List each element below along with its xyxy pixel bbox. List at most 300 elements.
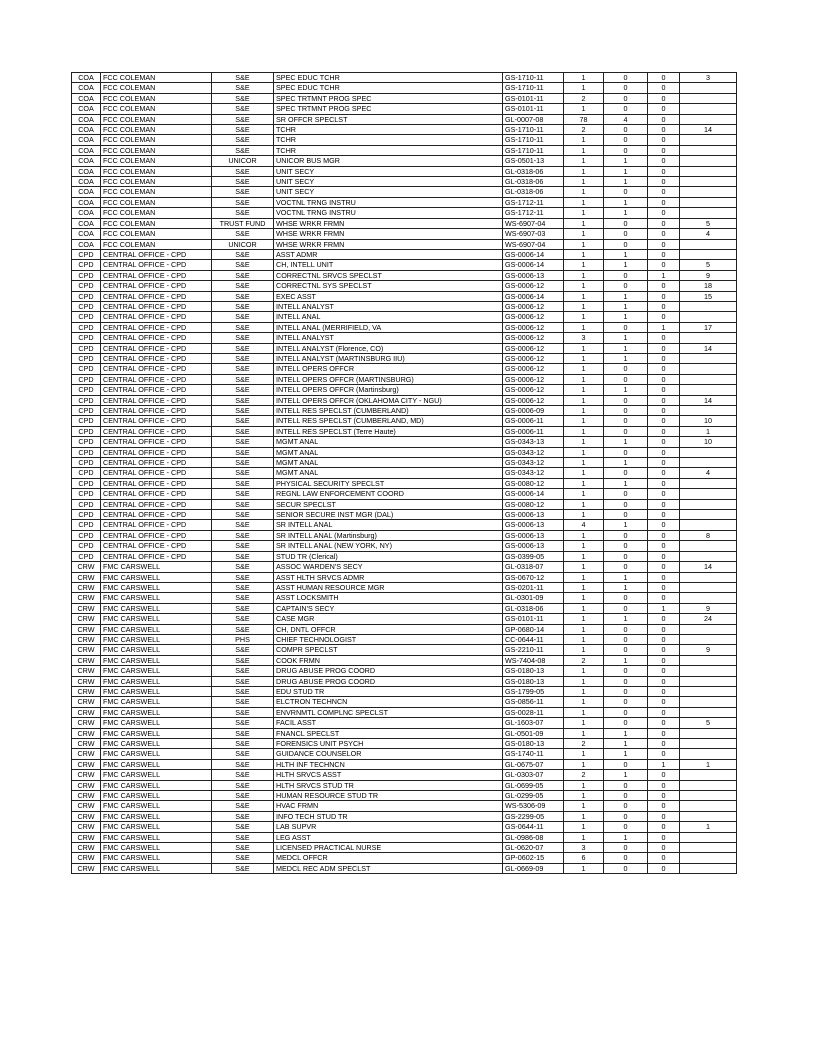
office-code-cell: CPD [72,510,101,520]
authorized-cell: 1 [564,291,604,301]
office-code-cell: CRW [72,770,101,780]
count-cell [680,520,737,530]
authorized-cell: 1 [564,156,604,166]
col-b-cell: 0 [648,114,680,124]
grade-cell: GS-0006-11 [503,426,564,436]
table-row [72,572,737,582]
facility-cell: FMC CARSWELL [101,582,212,592]
grade-cell: GS-0006-09 [503,406,564,416]
office-code-cell: COA [72,156,101,166]
facility-cell: FMC CARSWELL [101,655,212,665]
col-b-cell: 0 [648,104,680,114]
grade-cell: GS-0006-12 [503,353,564,363]
position-title-cell: INTELL RES SPECLST (Terre Haute) [274,426,503,436]
position-title-cell: INTELL OPERS OFFCR [274,364,503,374]
grade-cell: GS-0006-14 [503,249,564,259]
facility-cell: FCC COLEMAN [101,197,212,207]
col-b-cell: 0 [648,468,680,478]
col-a-cell: 1 [604,385,648,395]
grade-cell: GL-0303-07 [503,770,564,780]
authorized-cell: 1 [564,249,604,259]
col-a-cell: 0 [604,822,648,832]
col-b-cell: 0 [648,832,680,842]
col-b-cell: 0 [648,125,680,135]
table-row [72,468,737,478]
grade-cell: WS-6907-03 [503,229,564,239]
office-code-cell: CRW [72,603,101,613]
position-title-cell: INTELL ANAL [274,312,503,322]
col-b-cell: 0 [648,437,680,447]
grade-cell: GS-0180-13 [503,666,564,676]
fund-cell: S&E [212,801,274,811]
position-title-cell: ASST LOCKSMITH [274,593,503,603]
facility-cell: FCC COLEMAN [101,145,212,155]
office-code-cell: CPD [72,530,101,540]
col-b-cell: 0 [648,249,680,259]
position-title-cell: CASE MGR [274,614,503,624]
authorized-cell: 1 [564,187,604,197]
col-a-cell: 1 [604,437,648,447]
position-title-cell: FNANCL SPECLST [274,728,503,738]
position-title-cell: SR INTELL ANAL (NEW YORK, NY) [274,541,503,551]
fund-cell: S&E [212,135,274,145]
office-code-cell: CPD [72,458,101,468]
col-b-cell: 1 [648,603,680,613]
facility-cell: CENTRAL OFFICE - CPD [101,416,212,426]
col-a-cell: 1 [604,832,648,842]
authorized-cell: 1 [564,759,604,769]
col-a-cell: 0 [604,374,648,384]
office-code-cell: COA [72,177,101,187]
fund-cell: S&E [212,541,274,551]
position-title-cell: LAB SUPVR [274,822,503,832]
col-a-cell: 1 [604,156,648,166]
authorized-cell: 2 [564,739,604,749]
col-a-cell: 0 [604,395,648,405]
fund-cell: S&E [212,489,274,499]
authorized-cell: 1 [564,499,604,509]
col-b-cell: 0 [648,822,680,832]
col-a-cell: 0 [604,697,648,707]
grade-cell: GL-0675-07 [503,759,564,769]
table-row [72,697,737,707]
position-title-cell: WHSE WRKR FRMN [274,239,503,249]
table-row [72,707,737,717]
table-row [72,832,737,842]
count-cell: 14 [680,395,737,405]
authorized-cell: 1 [564,749,604,759]
authorized-cell: 1 [564,229,604,239]
grade-cell: GS-2210-11 [503,645,564,655]
fund-cell: S&E [212,260,274,270]
grade-cell: GS-0080-12 [503,478,564,488]
col-b-cell: 0 [648,666,680,676]
position-title-cell: HVAC FRMN [274,801,503,811]
grade-cell: GS-1712-11 [503,197,564,207]
authorized-cell: 2 [564,770,604,780]
grade-cell: GS-0180-13 [503,676,564,686]
facility-cell: CENTRAL OFFICE - CPD [101,301,212,311]
count-cell [680,489,737,499]
count-cell [680,353,737,363]
authorized-cell: 1 [564,718,604,728]
grade-cell: GP-0602-15 [503,853,564,863]
table-row [72,655,737,665]
fund-cell: S&E [212,853,274,863]
table-row [72,73,737,83]
authorized-cell: 2 [564,655,604,665]
authorized-cell: 1 [564,343,604,353]
col-b-cell: 0 [648,510,680,520]
fund-cell: S&E [212,624,274,634]
facility-cell: FCC COLEMAN [101,73,212,83]
col-a-cell: 0 [604,562,648,572]
col-a-cell: 0 [604,187,648,197]
table-row [72,229,737,239]
grade-cell: GS-0006-13 [503,520,564,530]
position-title-cell: ENVRNMTL COMPLNC SPECLST [274,707,503,717]
table-row [72,437,737,447]
office-code-cell: CRW [72,759,101,769]
facility-cell: FCC COLEMAN [101,166,212,176]
col-a-cell: 1 [604,291,648,301]
col-b-cell: 0 [648,676,680,686]
authorized-cell: 1 [564,468,604,478]
facility-cell: FCC COLEMAN [101,187,212,197]
table-row [72,614,737,624]
col-b-cell: 0 [648,73,680,83]
col-a-cell: 0 [604,541,648,551]
office-code-cell: CRW [72,707,101,717]
office-code-cell: COA [72,187,101,197]
fund-cell: UNICOR [212,239,274,249]
col-b-cell: 0 [648,541,680,551]
fund-cell: S&E [212,468,274,478]
count-cell [680,728,737,738]
col-b-cell: 0 [648,728,680,738]
col-b-cell: 0 [648,395,680,405]
count-cell [680,197,737,207]
facility-cell: FMC CARSWELL [101,811,212,821]
col-b-cell: 0 [648,312,680,322]
authorized-cell: 1 [564,312,604,322]
count-cell [680,364,737,374]
position-title-cell: SECUR SPECLST [274,499,503,509]
count-cell [680,770,737,780]
col-a-cell: 0 [604,83,648,93]
facility-cell: FMC CARSWELL [101,863,212,873]
count-cell [680,249,737,259]
office-code-cell: CPD [72,364,101,374]
office-code-cell: CRW [72,853,101,863]
facility-cell: FMC CARSWELL [101,562,212,572]
position-title-cell: GUIDANCE COUNSELOR [274,749,503,759]
count-cell [680,239,737,249]
col-a-cell: 0 [604,426,648,436]
col-a-cell: 0 [604,468,648,478]
col-b-cell: 0 [648,843,680,853]
col-a-cell: 1 [604,478,648,488]
col-b-cell: 0 [648,718,680,728]
count-cell: 1 [680,822,737,832]
count-cell: 15 [680,291,737,301]
facility-cell: CENTRAL OFFICE - CPD [101,406,212,416]
col-b-cell: 0 [648,385,680,395]
office-code-cell: CPD [72,551,101,561]
fund-cell: S&E [212,270,274,280]
col-a-cell: 0 [604,718,648,728]
facility-cell: FCC COLEMAN [101,156,212,166]
position-title-cell: INTELL OPERS OFFCR (MARTINSBURG) [274,374,503,384]
office-code-cell: COA [72,145,101,155]
fund-cell: S&E [212,697,274,707]
count-cell: 17 [680,322,737,332]
count-cell: 9 [680,645,737,655]
grade-cell: GS-1799-05 [503,686,564,696]
fund-cell: S&E [212,707,274,717]
col-b-cell: 0 [648,863,680,873]
col-b-cell: 0 [648,645,680,655]
facility-cell: FCC COLEMAN [101,218,212,228]
authorized-cell: 1 [564,634,604,644]
fund-cell: S&E [212,739,274,749]
office-code-cell: CPD [72,270,101,280]
col-a-cell: 0 [604,707,648,717]
grade-cell: GS-0006-14 [503,489,564,499]
position-title-cell: VOCTNL TRNG INSTRU [274,208,503,218]
office-code-cell: COA [72,166,101,176]
position-title-cell: ASST ADMR [274,249,503,259]
grade-cell: GL-0318-07 [503,562,564,572]
grade-cell: WS-6907-04 [503,218,564,228]
col-b-cell: 0 [648,218,680,228]
office-code-cell: CRW [72,572,101,582]
col-a-cell: 0 [604,801,648,811]
col-a-cell: 0 [604,406,648,416]
office-code-cell: CRW [72,791,101,801]
facility-cell: FCC COLEMAN [101,83,212,93]
fund-cell: S&E [212,811,274,821]
position-title-cell: TCHR [274,135,503,145]
col-b-cell: 0 [648,739,680,749]
office-code-cell: CRW [72,780,101,790]
position-title-cell: HUMAN RESOURCE STUD TR [274,791,503,801]
count-cell [680,551,737,561]
col-b-cell: 1 [648,322,680,332]
office-code-cell: CRW [72,728,101,738]
position-title-cell: CAPTAIN'S SECY [274,603,503,613]
grade-cell: GL-0318-06 [503,166,564,176]
office-code-cell: CRW [72,676,101,686]
table-row [72,416,737,426]
grade-cell: GS-0343-12 [503,447,564,457]
position-title-cell: UNIT SECY [274,177,503,187]
count-cell: 10 [680,437,737,447]
col-a-cell: 1 [604,333,648,343]
facility-cell: FMC CARSWELL [101,634,212,644]
table-row [72,104,737,114]
table-row [72,551,737,561]
grade-cell: GS-0006-13 [503,530,564,540]
position-title-cell: SPEC EDUC TCHR [274,83,503,93]
office-code-cell: CRW [72,593,101,603]
authorized-cell: 1 [564,614,604,624]
facility-cell: CENTRAL OFFICE - CPD [101,364,212,374]
authorized-cell: 2 [564,93,604,103]
authorized-cell: 6 [564,853,604,863]
col-a-cell: 0 [604,759,648,769]
office-code-cell: CRW [72,582,101,592]
col-a-cell: 0 [604,416,648,426]
facility-cell: FMC CARSWELL [101,770,212,780]
col-b-cell: 0 [648,83,680,93]
fund-cell: S&E [212,281,274,291]
position-title-cell: TCHR [274,125,503,135]
office-code-cell: COA [72,114,101,124]
authorized-cell: 1 [564,572,604,582]
table-row [72,718,737,728]
col-b-cell: 0 [648,93,680,103]
authorized-cell: 1 [564,364,604,374]
office-code-cell: CRW [72,686,101,696]
col-b-cell: 0 [648,239,680,249]
office-code-cell: CRW [72,666,101,676]
table-row [72,791,737,801]
count-cell [680,749,737,759]
grade-cell: GS-0006-11 [503,416,564,426]
grade-cell: GS-0006-12 [503,343,564,353]
position-title-cell: SR INTELL ANAL (Martinsburg) [274,530,503,540]
grade-cell: GS-0006-13 [503,541,564,551]
col-a-cell: 0 [604,853,648,863]
col-b-cell: 0 [648,634,680,644]
fund-cell: S&E [212,822,274,832]
grade-cell: GS-0006-12 [503,374,564,384]
col-b-cell: 0 [648,749,680,759]
authorized-cell: 1 [564,353,604,363]
position-title-cell: TCHR [274,145,503,155]
count-cell [680,666,737,676]
table-row [72,83,737,93]
position-title-cell: MGMT ANAL [274,447,503,457]
count-cell [680,697,737,707]
facility-cell: CENTRAL OFFICE - CPD [101,270,212,280]
office-code-cell: CPD [72,291,101,301]
facility-cell: FMC CARSWELL [101,801,212,811]
count-cell [680,447,737,457]
position-title-cell: ELCTRON TECHNCN [274,697,503,707]
authorized-cell: 1 [564,426,604,436]
office-code-cell: CRW [72,562,101,572]
count-cell [680,499,737,509]
col-b-cell: 0 [648,811,680,821]
col-a-cell: 0 [604,73,648,83]
office-code-cell: CRW [72,718,101,728]
authorized-cell: 1 [564,530,604,540]
table-row [72,759,737,769]
table-row [72,135,737,145]
table-row [72,843,737,853]
position-title-cell: ASST HUMAN RESOURCE MGR [274,582,503,592]
office-code-cell: CRW [72,739,101,749]
col-b-cell: 0 [648,791,680,801]
table-row [72,156,737,166]
office-code-cell: CPD [72,499,101,509]
grade-cell: GL-0986-08 [503,832,564,842]
authorized-cell: 1 [564,624,604,634]
count-cell [680,832,737,842]
count-cell [680,135,737,145]
position-title-cell: VOCTNL TRNG INSTRU [274,197,503,207]
authorized-cell: 78 [564,114,604,124]
authorized-cell: 1 [564,489,604,499]
count-cell [680,458,737,468]
authorized-cell: 1 [564,697,604,707]
authorized-cell: 1 [564,686,604,696]
office-code-cell: COA [72,239,101,249]
col-a-cell: 0 [604,593,648,603]
count-cell [680,863,737,873]
col-b-cell: 0 [648,572,680,582]
office-code-cell: COA [72,93,101,103]
table-row [72,676,737,686]
col-a-cell: 0 [604,666,648,676]
count-cell [680,385,737,395]
count-cell [680,634,737,644]
facility-cell: CENTRAL OFFICE - CPD [101,374,212,384]
table-row [72,478,737,488]
col-a-cell: 1 [604,197,648,207]
office-code-cell: COA [72,104,101,114]
facility-cell: CENTRAL OFFICE - CPD [101,322,212,332]
facility-cell: FMC CARSWELL [101,603,212,613]
facility-cell: CENTRAL OFFICE - CPD [101,499,212,509]
position-title-cell: MGMT ANAL [274,437,503,447]
authorized-cell: 1 [564,478,604,488]
authorized-cell: 1 [564,593,604,603]
position-title-cell: STUD TR (Clerical) [274,551,503,561]
position-title-cell: INTELL ANALYST (Florence, CO) [274,343,503,353]
table-row [72,322,737,332]
office-code-cell: CPD [72,478,101,488]
fund-cell: S&E [212,572,274,582]
position-title-cell: DRUG ABUSE PROG COORD [274,666,503,676]
fund-cell: S&E [212,551,274,561]
position-title-cell: CORRECTNL SYS SPECLST [274,281,503,291]
authorized-cell: 1 [564,166,604,176]
office-code-cell: CRW [72,614,101,624]
col-b-cell: 0 [648,520,680,530]
col-b-cell: 0 [648,614,680,624]
col-b-cell: 0 [648,187,680,197]
grade-cell: GS-0006-12 [503,395,564,405]
table-row [72,291,737,301]
grade-cell: GS-1710-11 [503,73,564,83]
count-cell [680,739,737,749]
authorized-cell: 1 [564,416,604,426]
authorized-cell: 1 [564,83,604,93]
col-a-cell: 0 [604,780,648,790]
grade-cell: GS-0101-11 [503,104,564,114]
facility-cell: FCC COLEMAN [101,125,212,135]
position-title-cell: INTELL ANALYST (MARTINSBURG IIU) [274,353,503,363]
facility-cell: CENTRAL OFFICE - CPD [101,551,212,561]
fund-cell: S&E [212,93,274,103]
authorized-cell: 1 [564,666,604,676]
grade-cell: GL-0669-09 [503,863,564,873]
authorized-cell: 1 [564,395,604,405]
facility-cell: CENTRAL OFFICE - CPD [101,520,212,530]
